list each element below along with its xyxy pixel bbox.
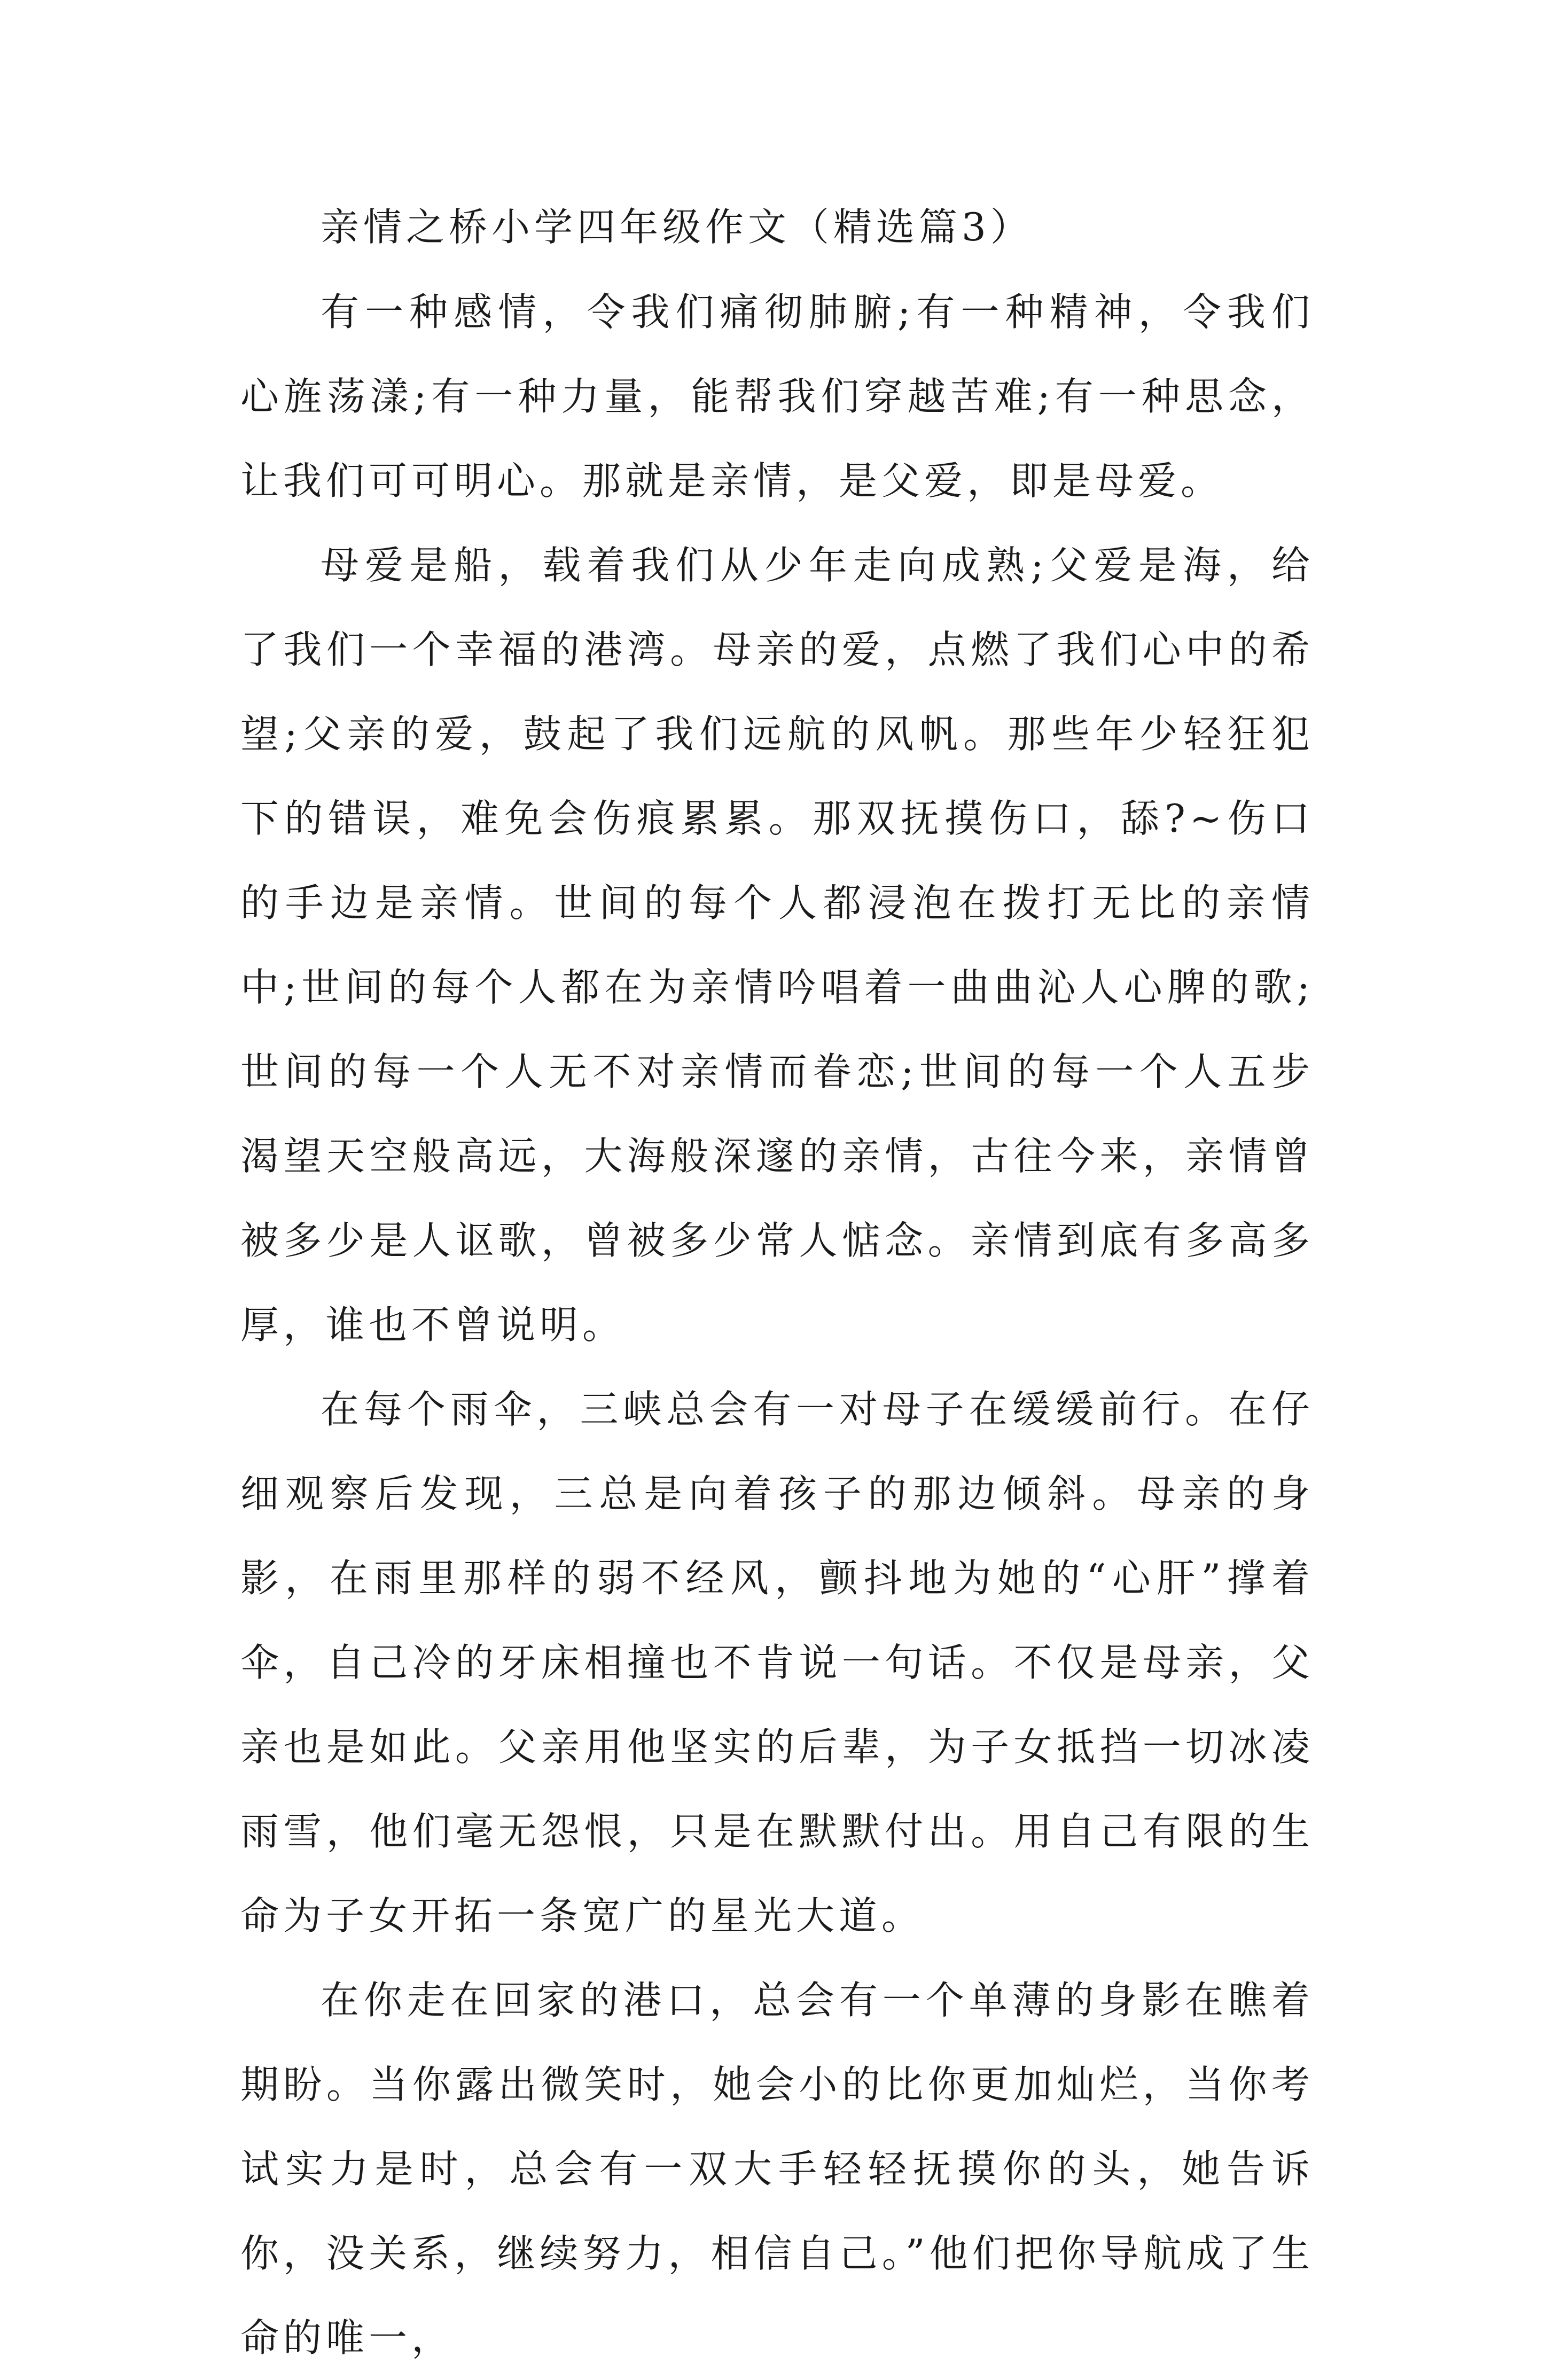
essay-title: 亲情之桥小学四年级作文（精选篇3）	[321, 205, 1033, 249]
paragraph-4: 在你走在回家的港口，总会有一个单薄的身影在瞧着期盼。当你露出微笑时，她会小的比你更加灿烂，当你考试实力是时，总会有一双大手轻轻抚摸你的头，她告诉你，没关系，继续努力，相信自己。”他们把你导航成了生命的唯一，	[240, 1978, 1314, 2360]
paragraph-1: 有一种感情，令我们痛彻肺腑;有一种精神，令我们心旌荡漾;有一种力量，能帮我们穿越苦难;有一种思念，让我们可可明心。那就是亲情，是父爱，即是母爱。	[240, 290, 1314, 503]
paragraph-2: 母爱是船，载着我们从少年走向成熟;父爱是海，给了我们一个幸福的港湾。母亲的爱，点燃了我们心中的希望;父亲的爱，鼓起了我们远航的风帆。那些年少轻狂犯下的错误，难免会伤痕累累。那双抚摸伤口，舔?~伤口的手边是亲情。世间的每个人都浸泡在拨打无比的亲情中;世间的每个人都在为亲情吟唱着一曲曲沁人心脾的歌;世间的每一个人无不对亲情而眷恋;世间的每一个人五步渴望天空般高远，大海般深邃的亲情，古往今来，亲情曾被多少是人讴歌，曾被多少常人惦念。亲情到底有多高多厚，谁也不曾说明。	[240, 543, 1314, 1347]
paragraph-3: 在每个雨伞，三峡总会有一对母子在缓缓前行。在仔细观察后发现，三总是向着孩子的那边倾斜。母亲的身影，在雨里那样的弱不经风，颤抖地为她的“心肝”撑着伞，自己冷的牙床相撞也不肯说一句话。不仅是母亲，父亲也是如此。父亲用他坚实的后辈，为子女抵挡一切冰凌雨雪，他们毫无怨恨，只是在默默付出。用自己有限的生命为子女开拓一条宽广的星光大道。	[240, 1387, 1314, 1938]
essay-body	[240, 176, 1314, 2380]
